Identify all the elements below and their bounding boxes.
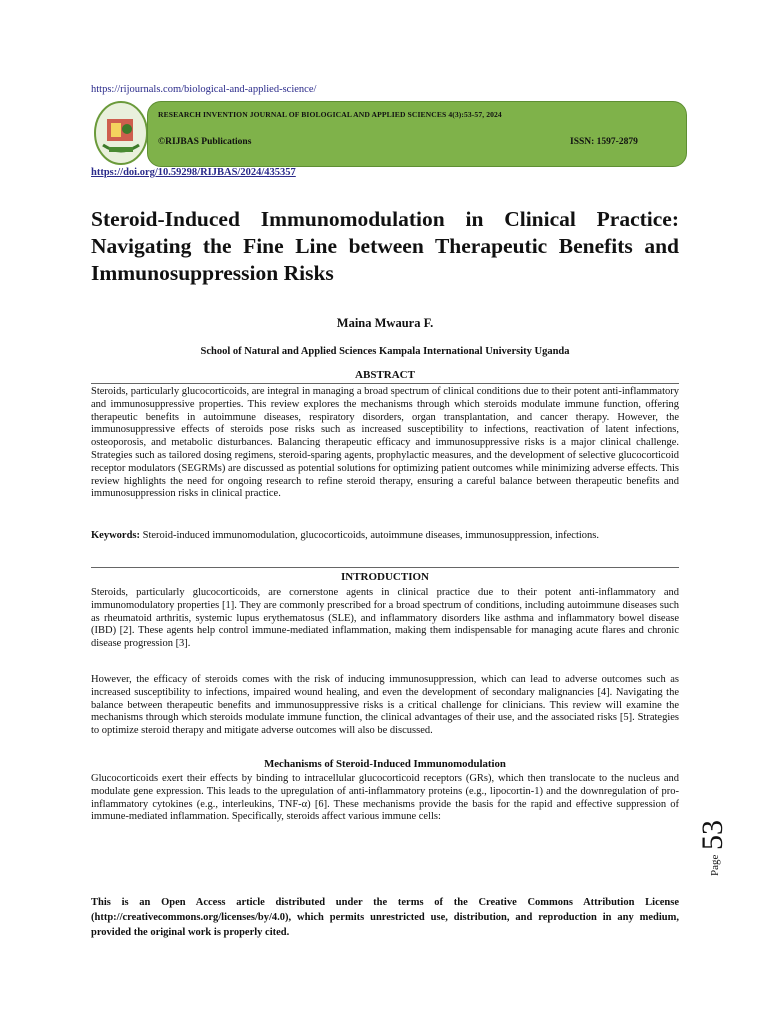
keywords-label: Keywords: [91,530,140,541]
abstract-text: Steroids, particularly glucocorticoids, are integral in managing a broad spectrum of clinical conditions due to their potent anti-inflammatory and immunosuppressive properties. This review explores the mechanisms through which steroids modulate immune function, offering therapeutic benefits in autoimmune diseases, respiratory disorders, organ transplantation, and cancer therapy. However, the immunosuppressive effects of steroids pose risks such as increased susceptibility to infections, reactivation of latent infections, osteoporosis, and metabolic disturbances. Balancing therapeutic efficacy and immunosuppressive risks is a major clinical challenge. Strategies such as tailored dosing regimens, steroid-sparing agents, prophylactic measures, and the development of selective glucocorticoid receptor modulators (SEGRMs) are discussed as potential solutions for optimizing patient outcomes while minimizing adverse effects. This review highlights the need for ongoing research to refine steroid therapy, ensuring a careful balance between therapeutic benefits and immunosuppression risks in clinical practice. [91,386,679,500]
journal-url[interactable]: https://rijournals.com/biological-and-applied-science/ [91,84,317,95]
introduction-paragraph-2: However, the efficacy of steroids comes with the risk of inducing immunosuppression, which can lead to adverse outcomes such as increased susceptibility to infections, impaired wound healing, and even the development of secondary malignancies [4]. Navigating the balance between therapeutic benefits and immunosuppressive risks is a critical challenge for clinicians. This review will examine the mechanisms through which steroids modulate immune function, the clinical advantages of their use, and the associated risks [5]. Strategies to optimize steroid therapy and mitigate adverse outcomes will also be discussed. [91,674,679,737]
journal-name: RESEARCH INVENTION JOURNAL OF BIOLOGICAL AND APPLIED SCIENCES 4(3):53-57, 2024 [158,110,502,119]
publisher: ©RIJBAS Publications [158,137,252,147]
affiliation: School of Natural and Applied Sciences Kampala International University Uganda [200,346,570,357]
author-name: Maina Mwaura F. [336,316,434,330]
mechanisms-paragraph: Glucocorticoids exert their effects by binding to intracellular glucocorticoid receptors (GRs), which then translocate to the nucleus and modulate gene expression. This leads to the upregulation of anti-inflammatory proteins (e.g., lipocortin-1) and the downregulation of pro-inflammatory cytokines (e.g., interleukins, TNF-α) [6]. These mechanisms provide the basis for the rapid and effective suppression of immune-mediated inflammation. Specifically, steroids affect various immune cells: [91,773,679,823]
abstract-top-rule [91,383,679,384]
page-num: 53 [696,820,729,850]
issn: ISSN: 1597-2879 [570,137,638,147]
keywords-text: Steroid-induced immunomodulation, glucocorticoids, autoimmune diseases, immunosuppression, infections. [140,530,600,541]
introduction-paragraph-1: Steroids, particularly glucocorticoids, are cornerstone agents in clinical practice due to their potent anti-inflammatory and immunomodulatory properties [1]. They are commonly prescribed for a broad spectrum of conditions, including autoimmune diseases such as rheumatoid arthritis, systemic lupus erythematosus (SLE), and inflammatory disorders like asthma and inflammatory bowel disease (IBD) [2]. These agents help control immune-mediated inflammation, making them indispensable for managing acute flares and chronic disease progression [3]. [91,587,679,650]
abstract-bottom-rule [91,567,679,568]
journal-banner [147,101,687,167]
abstract-heading: ABSTRACT [355,369,415,381]
page-label: Page [709,854,721,876]
doi-link[interactable]: https://doi.org/10.59298/RIJBAS/2024/435357 [91,167,296,178]
keywords [91,530,679,543]
page-number [696,810,752,890]
introduction-heading: INTRODUCTION [340,571,429,583]
journal-logo [93,101,149,165]
license-notice: This is an Open Access article distributed under the terms of the Creative Commons Attribution License (http://creativecommons.org/licenses/by/4.0), which permits unrestricted use, distribution, and reproduction in any medium, provided the original work is properly cited. [91,897,679,938]
article-title: Steroid-Induced Immunomodulation in Clinical Practice: Navigating the Fine Line between Therapeutic Benefits and Immunosuppression Risks [91,207,679,285]
mechanisms-heading: Mechanisms of Steroid-Induced Immunomodulation [264,758,506,770]
